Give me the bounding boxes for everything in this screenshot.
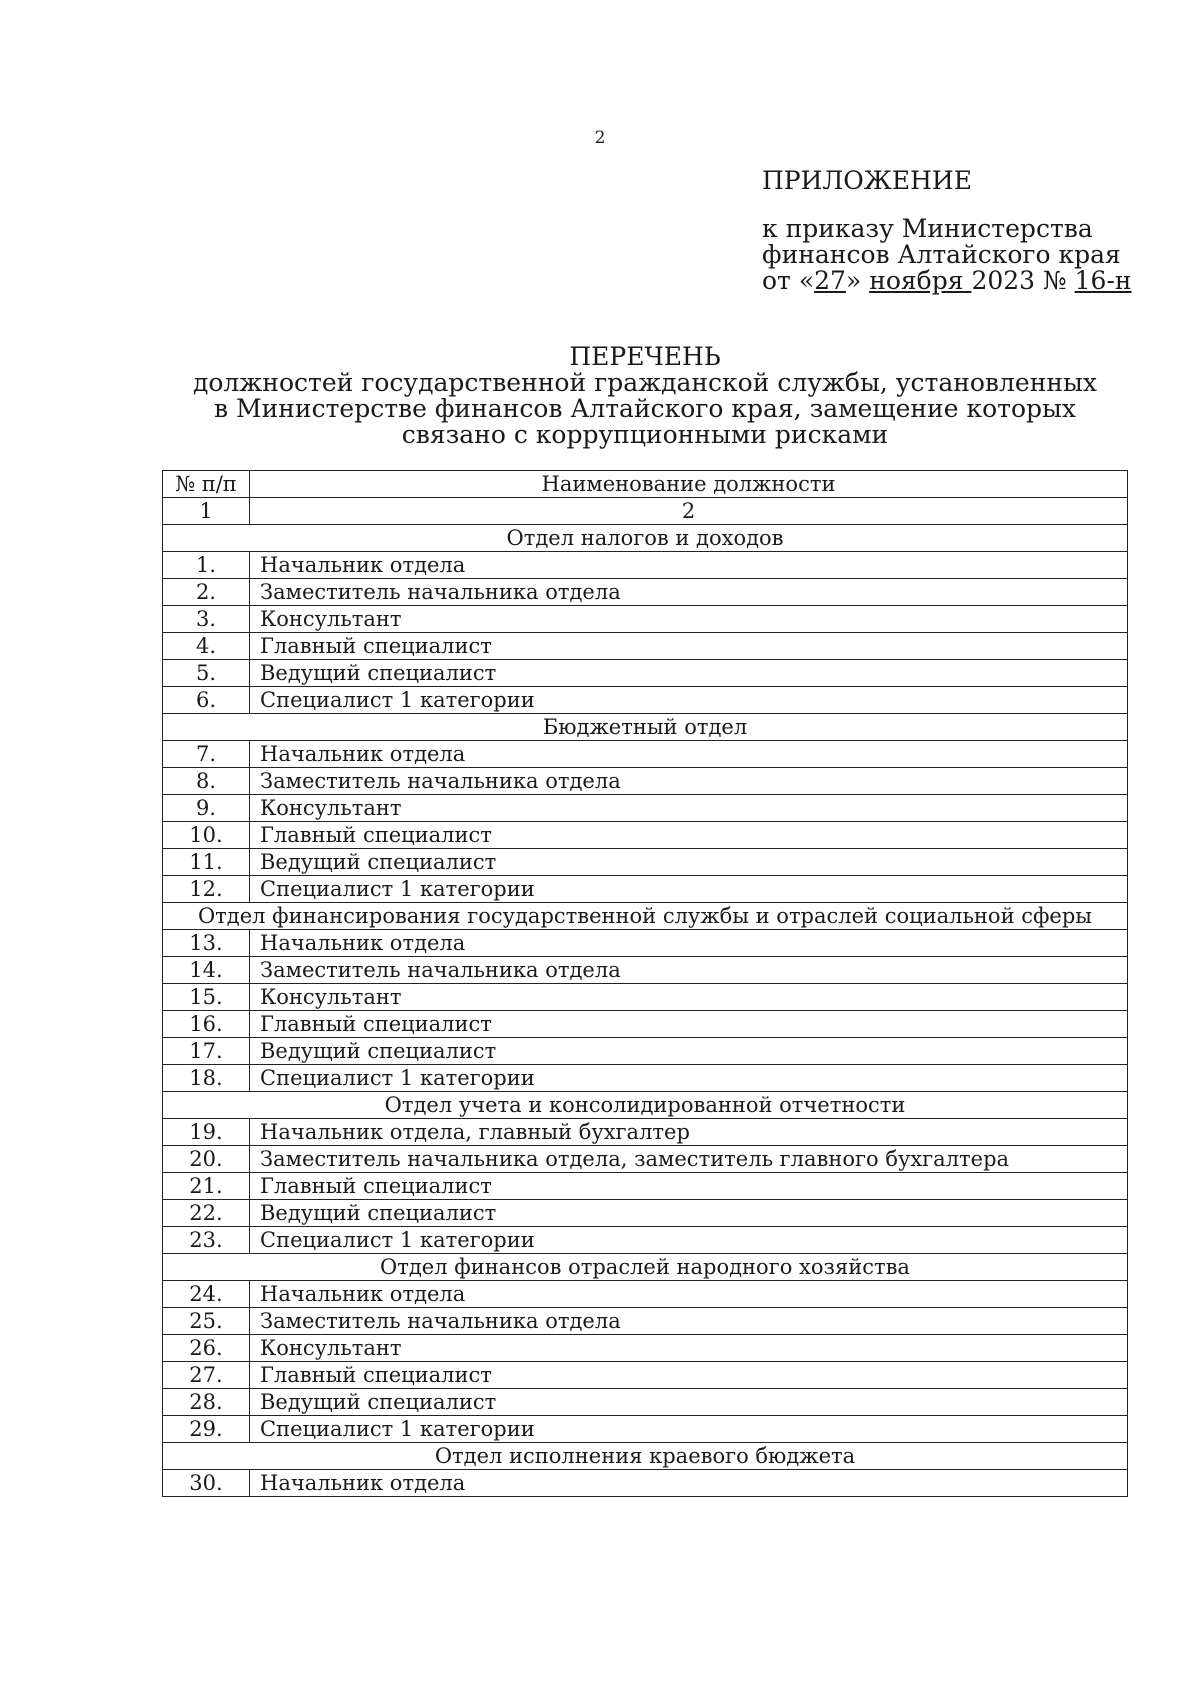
appendix-line-2: финансов Алтайского края bbox=[762, 240, 1121, 269]
section-name: Отдел учета и консолидированной отчетности bbox=[163, 1092, 1128, 1119]
table-row bbox=[163, 822, 1128, 849]
position-title: Специалист 1 категории bbox=[250, 1065, 1128, 1092]
row-number: 18. bbox=[163, 1065, 250, 1092]
position-title: Консультант bbox=[250, 795, 1128, 822]
table-row bbox=[163, 795, 1128, 822]
row-number: 21. bbox=[163, 1173, 250, 1200]
row-number: 27. bbox=[163, 1362, 250, 1389]
appendix-block bbox=[762, 168, 1182, 294]
section-name: Отдел финансов отраслей народного хозяйства bbox=[163, 1254, 1128, 1281]
table-row bbox=[163, 1281, 1128, 1308]
section-row bbox=[163, 903, 1128, 930]
section-name: Отдел финансирования государственной службы и отраслей социальной сферы bbox=[163, 903, 1128, 930]
list-header bbox=[160, 344, 1130, 448]
section-name: Отдел исполнения краевого бюджета bbox=[163, 1443, 1128, 1470]
position-title: Ведущий специалист bbox=[250, 1038, 1128, 1065]
section-row bbox=[163, 525, 1128, 552]
position-title: Заместитель начальника отдела bbox=[250, 579, 1128, 606]
row-number: 5. bbox=[163, 660, 250, 687]
position-title: Заместитель начальника отдела bbox=[250, 957, 1128, 984]
order-reference bbox=[762, 268, 1182, 294]
row-number: 19. bbox=[163, 1119, 250, 1146]
row-number: 15. bbox=[163, 984, 250, 1011]
section-name: Бюджетный отдел bbox=[163, 714, 1128, 741]
position-title: Главный специалист bbox=[250, 1011, 1128, 1038]
list-subtitle-line-3: связано с коррупционными рисками bbox=[401, 420, 889, 449]
table-row bbox=[163, 1065, 1128, 1092]
page-number: 2 bbox=[594, 128, 606, 148]
table-row bbox=[163, 849, 1128, 876]
table-row bbox=[163, 1308, 1128, 1335]
row-number: 9. bbox=[163, 795, 250, 822]
section-row bbox=[163, 1254, 1128, 1281]
row-number: 11. bbox=[163, 849, 250, 876]
table-row bbox=[163, 1038, 1128, 1065]
table-header-row bbox=[163, 471, 1128, 498]
table-row bbox=[163, 768, 1128, 795]
positions-table-body bbox=[163, 471, 1128, 1497]
column-header-position: Наименование должности bbox=[250, 471, 1128, 498]
appendix-title: ПРИЛОЖЕНИЕ bbox=[762, 166, 972, 195]
position-title: Заместитель начальника отдела bbox=[250, 1308, 1128, 1335]
table-row bbox=[163, 1173, 1128, 1200]
position-title: Консультант bbox=[250, 1335, 1128, 1362]
table-row bbox=[163, 1470, 1128, 1497]
row-number: 17. bbox=[163, 1038, 250, 1065]
position-title: Начальник отдела bbox=[250, 930, 1128, 957]
row-number: 3. bbox=[163, 606, 250, 633]
row-number: 2. bbox=[163, 579, 250, 606]
table-row bbox=[163, 1389, 1128, 1416]
position-title: Начальник отдела bbox=[250, 552, 1128, 579]
table-row bbox=[163, 1416, 1128, 1443]
table-row bbox=[163, 876, 1128, 903]
list-title: ПЕРЕЧЕНЬ bbox=[569, 342, 721, 371]
position-title: Ведущий специалист bbox=[250, 1389, 1128, 1416]
row-number: 1. bbox=[163, 552, 250, 579]
order-day: 27 bbox=[814, 266, 846, 295]
list-subtitle-line-2: в Министерстве финансов Алтайского края, замещение которых bbox=[213, 394, 1077, 423]
table-row bbox=[163, 1146, 1128, 1173]
row-number: 22. bbox=[163, 1200, 250, 1227]
order-prefix: от « bbox=[762, 266, 815, 295]
position-title: Ведущий специалист bbox=[250, 660, 1128, 687]
row-number: 13. bbox=[163, 930, 250, 957]
table-row bbox=[163, 633, 1128, 660]
row-number: 6. bbox=[163, 687, 250, 714]
position-title: Ведущий специалист bbox=[250, 849, 1128, 876]
table-row bbox=[163, 1362, 1128, 1389]
row-number: 14. bbox=[163, 957, 250, 984]
position-title: Специалист 1 категории bbox=[250, 1227, 1128, 1254]
section-row bbox=[163, 1443, 1128, 1470]
position-title: Заместитель начальника отдела, заместитель главного бухгалтера bbox=[250, 1146, 1128, 1173]
section-row bbox=[163, 1092, 1128, 1119]
section-name: Отдел налогов и доходов bbox=[163, 525, 1128, 552]
position-title: Ведущий специалист bbox=[250, 1200, 1128, 1227]
table-row bbox=[163, 930, 1128, 957]
column-index-position: 2 bbox=[250, 498, 1128, 525]
position-title: Заместитель начальника отдела bbox=[250, 768, 1128, 795]
position-title: Главный специалист bbox=[250, 1362, 1128, 1389]
row-number: 7. bbox=[163, 741, 250, 768]
row-number: 28. bbox=[163, 1389, 250, 1416]
row-number: 23. bbox=[163, 1227, 250, 1254]
position-title: Консультант bbox=[250, 606, 1128, 633]
position-title: Специалист 1 категории bbox=[250, 1416, 1128, 1443]
table-row bbox=[163, 741, 1128, 768]
position-title: Начальник отдела bbox=[250, 1281, 1128, 1308]
order-number: 16-н bbox=[1074, 266, 1132, 295]
row-number: 16. bbox=[163, 1011, 250, 1038]
section-row bbox=[163, 714, 1128, 741]
row-number: 24. bbox=[163, 1281, 250, 1308]
row-number: 30. bbox=[163, 1470, 250, 1497]
row-number: 4. bbox=[163, 633, 250, 660]
position-title: Главный специалист bbox=[250, 633, 1128, 660]
table-row bbox=[163, 687, 1128, 714]
position-title: Начальник отдела, главный бухгалтер bbox=[250, 1119, 1128, 1146]
column-header-number: № п/п bbox=[163, 471, 250, 498]
row-number: 10. bbox=[163, 822, 250, 849]
table-row bbox=[163, 1200, 1128, 1227]
row-number: 20. bbox=[163, 1146, 250, 1173]
position-title: Специалист 1 категории bbox=[250, 876, 1128, 903]
table-row bbox=[163, 1011, 1128, 1038]
table-row bbox=[163, 579, 1128, 606]
row-number: 12. bbox=[163, 876, 250, 903]
order-mid: » bbox=[845, 266, 870, 295]
table-row bbox=[163, 1227, 1128, 1254]
table-row bbox=[163, 957, 1128, 984]
appendix-line-1: к приказу Министерства bbox=[762, 214, 1093, 243]
position-title: Главный специалист bbox=[250, 1173, 1128, 1200]
row-number: 8. bbox=[163, 768, 250, 795]
position-title: Главный специалист bbox=[250, 822, 1128, 849]
position-title: Начальник отдела bbox=[250, 741, 1128, 768]
position-title: Начальник отдела bbox=[250, 1470, 1128, 1497]
row-number: 26. bbox=[163, 1335, 250, 1362]
order-year: 2023 № bbox=[971, 266, 1075, 295]
table-row bbox=[163, 1119, 1128, 1146]
table-row bbox=[163, 984, 1128, 1011]
list-subtitle-line-1: должностей государственной гражданской службы, установленных bbox=[192, 368, 1098, 397]
order-month: ноября bbox=[869, 266, 972, 295]
row-number: 25. bbox=[163, 1308, 250, 1335]
table-row bbox=[163, 1335, 1128, 1362]
table-row bbox=[163, 606, 1128, 633]
row-number: 29. bbox=[163, 1416, 250, 1443]
column-index-number: 1 bbox=[163, 498, 250, 525]
table-index-row bbox=[163, 498, 1128, 525]
positions-table bbox=[162, 470, 1128, 1497]
table-row bbox=[163, 552, 1128, 579]
table-row bbox=[163, 660, 1128, 687]
position-title: Консультант bbox=[250, 984, 1128, 1011]
position-title: Специалист 1 категории bbox=[250, 687, 1128, 714]
